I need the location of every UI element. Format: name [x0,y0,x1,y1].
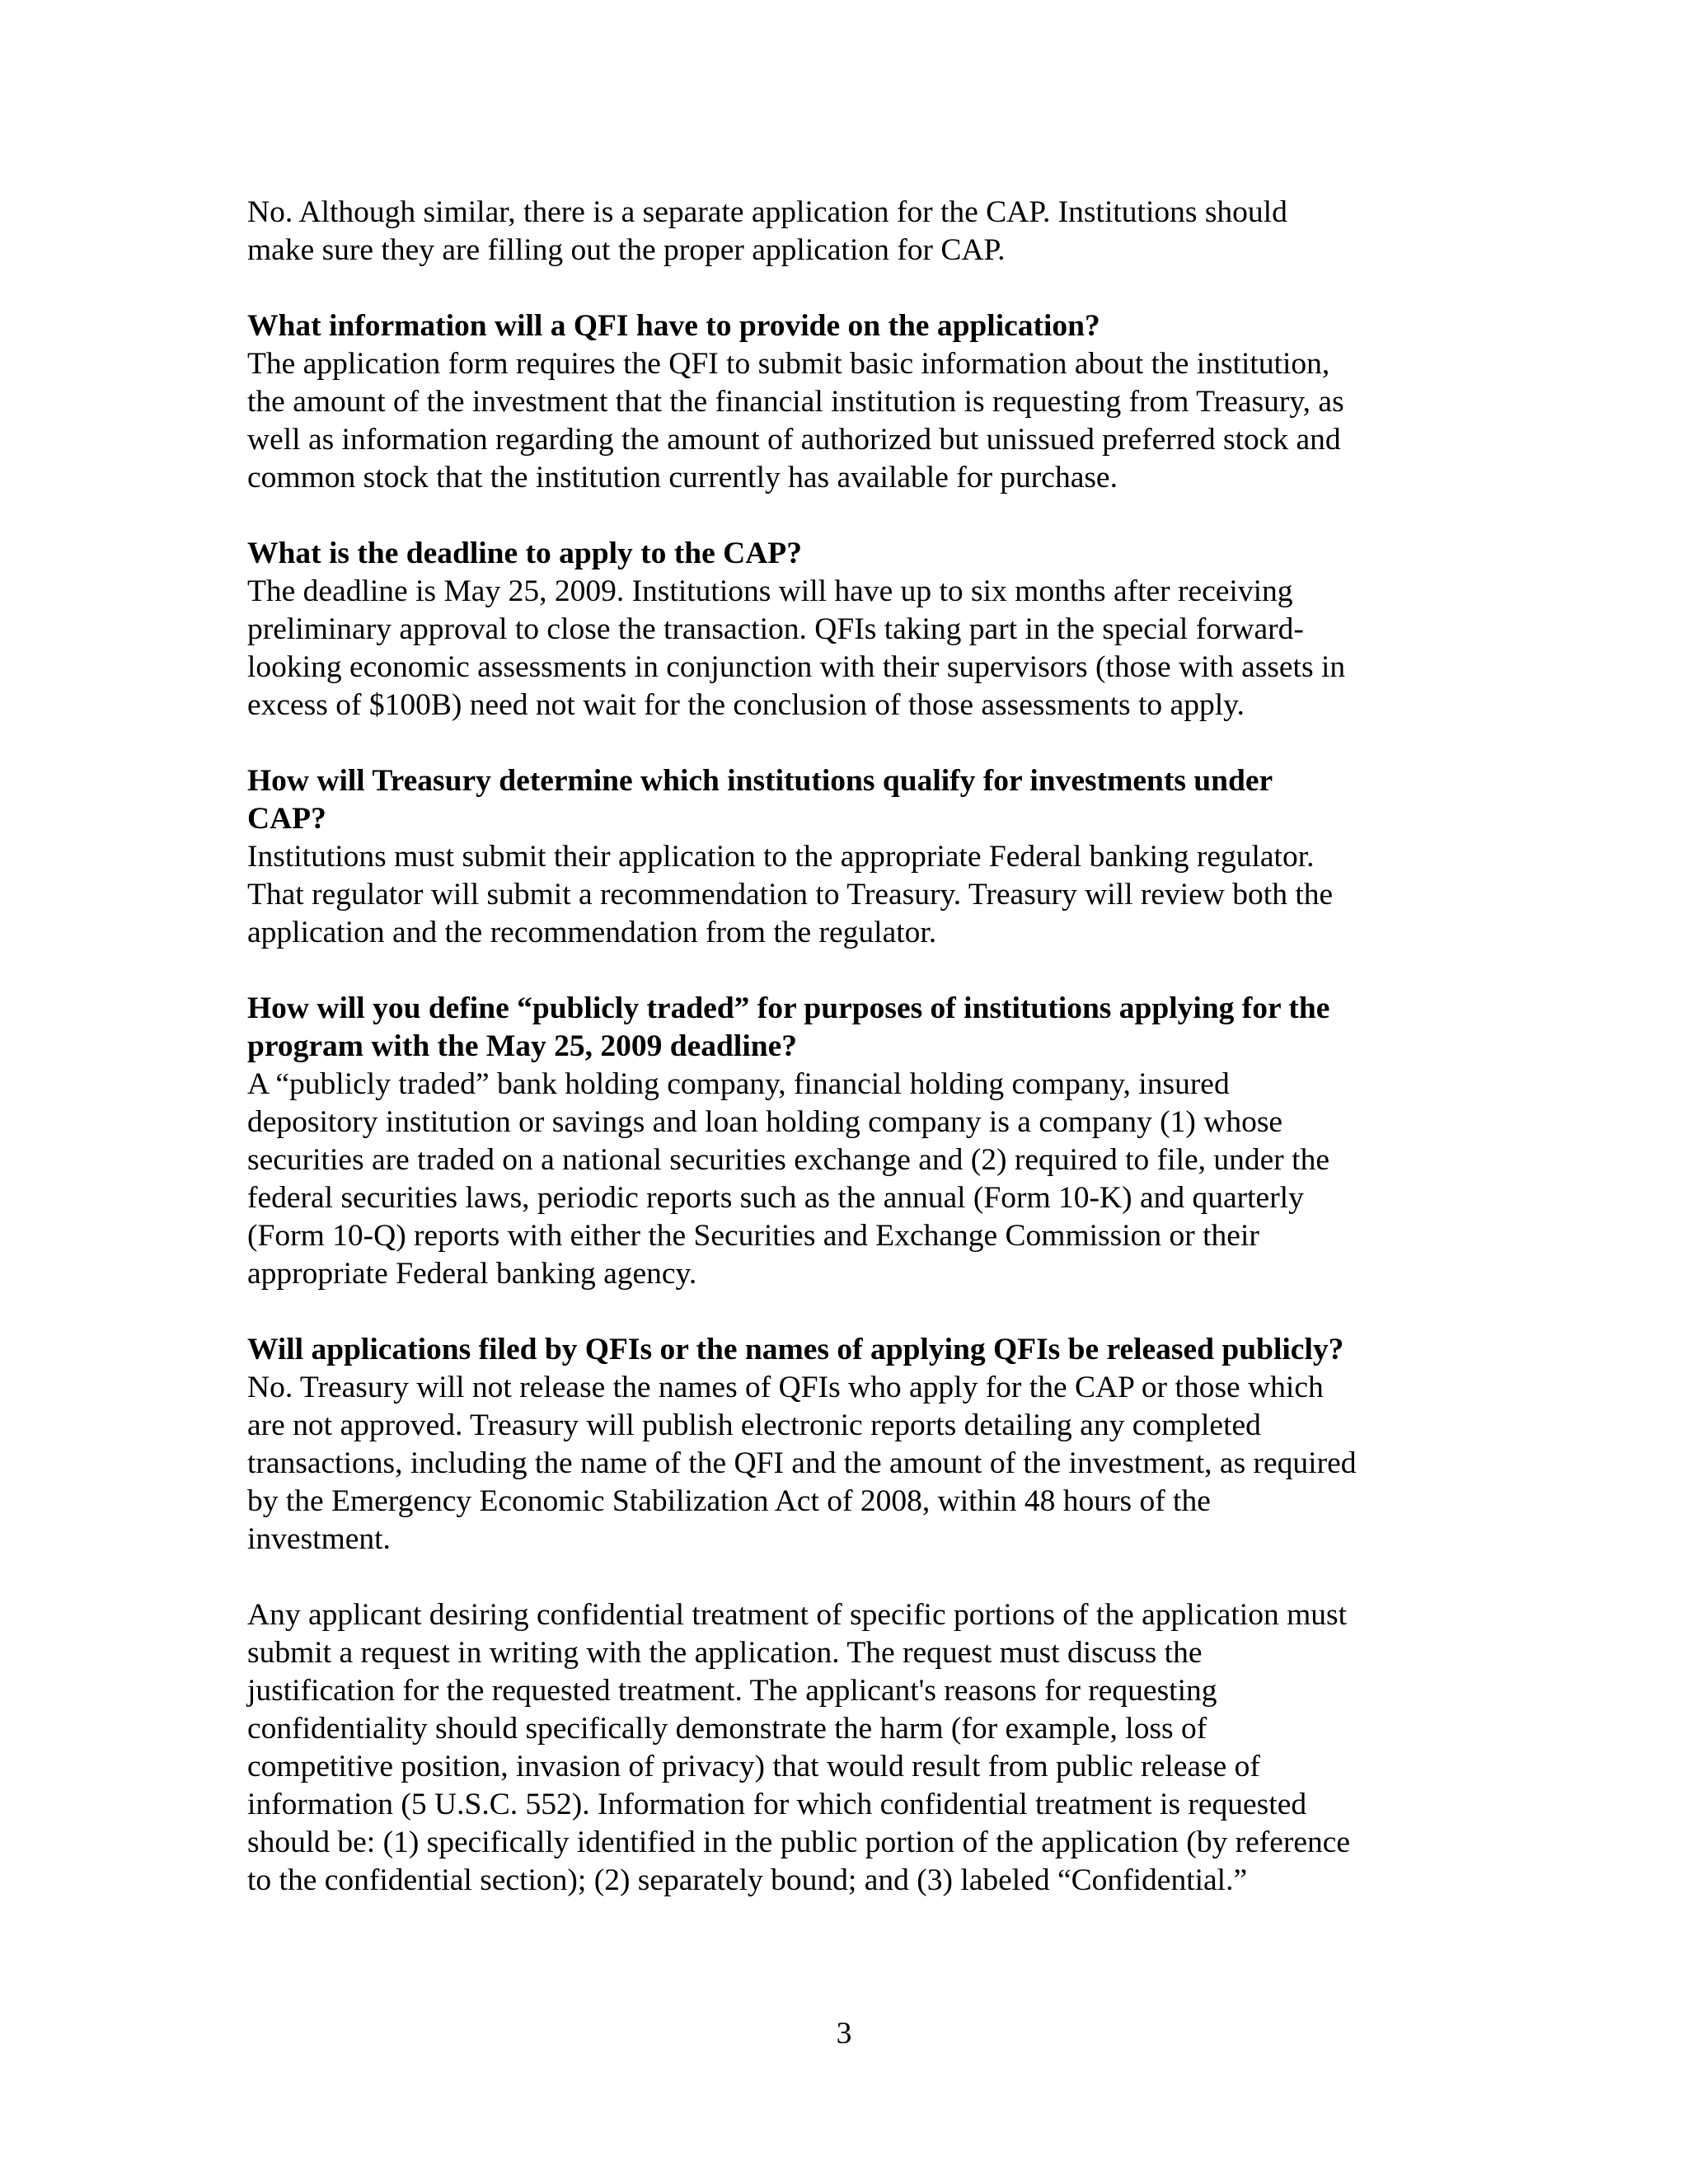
opening-paragraph [247,194,1451,269]
question-heading [247,762,1451,838]
question-line: How will Treasury determine which institutions qualify for investments under [247,764,1273,798]
text-line: competitive position, invasion of privacy) that would result from public release of [247,1750,1260,1783]
text-line: by the Emergency Economic Stabilization Act of 2008, within 48 hours of the [247,1484,1211,1518]
document-body [247,194,1451,1900]
text-line: preliminary approval to close the transaction. QFIs taking part in the special forward- [247,612,1304,646]
text-line: transactions, including the name of the QFI and the amount of the investment, as required [247,1446,1357,1480]
text-line: information (5 U.S.C. 552). Information for which confidential treatment is requested [247,1788,1307,1821]
text-line: the amount of the investment that the financial institution is requesting from Treasury, as [247,385,1344,419]
answer-paragraph [247,345,1451,497]
answer-paragraph [247,573,1451,724]
question-line: What is the deadline to apply to the CAP? [247,537,802,570]
text-line: (Form 10-Q) reports with either the Securities and Exchange Commission or their [247,1219,1259,1253]
text-line: depository institution or savings and loan holding company is a company (1) whose [247,1105,1283,1139]
text-line: appropriate Federal banking agency. [247,1257,697,1291]
text-line: are not approved. Treasury will publish electronic reports detailing any completed [247,1408,1261,1442]
text-line: The deadline is May 25, 2009. Institutions will have up to six months after receiving [247,574,1293,608]
text-line: That regulator will submit a recommendation to Treasury. Treasury will review both the [247,878,1334,912]
question-heading [247,1331,1451,1369]
text-line: A “publicly traded” bank holding company, financial holding company, insured [247,1067,1230,1101]
confidential-treatment-paragraph [247,1596,1451,1900]
question-line: Will applications filed by QFIs or the names of applying QFIs be released publicly? [247,1333,1344,1366]
question-line: CAP? [247,802,326,836]
text-line: The application form requires the QFI to submit basic information about the institution, [247,347,1330,381]
text-line: excess of $100B) need not wait for the conclusion of those assessments to apply. [247,688,1245,722]
question-line: program with the May 25, 2009 deadline? [247,1029,797,1063]
text-line: to the confidential section); (2) separately bound; and (3) labeled “Confidential.” [247,1863,1248,1897]
answer-paragraph [247,1369,1451,1558]
text-line: justification for the requested treatment. The applicant's reasons for requesting [247,1674,1217,1708]
question-heading [247,990,1451,1066]
question-heading [247,307,1451,345]
question-line: How will you define “publicly traded” for purposes of institutions applying for the [247,991,1330,1025]
text-line: submit a request in writing with the application. The request must discuss the [247,1636,1203,1670]
text-line: Any applicant desiring confidential treatment of specific portions of the application must [247,1598,1347,1632]
text-line: application and the recommendation from the regulator. [247,916,937,949]
page-number: 3 [836,2017,852,2050]
text-line: well as information regarding the amount of authorized but unissued preferred stock and [247,423,1341,457]
question-heading [247,535,1451,573]
text-line: looking economic assessments in conjunction with their supervisors (those with assets in [247,650,1346,684]
text-line: No. Treasury will not release the names of QFIs who apply for the CAP or those which [247,1371,1324,1404]
text-line: Institutions must submit their application to the appropriate Federal banking regulator. [247,840,1315,874]
text-line: make sure they are filling out the proper application for CAP. [247,233,1006,267]
text-line: should be: (1) specifically identified in the public portion of the application (by reference [247,1825,1351,1859]
question-line: What information will a QFI have to provide on the application? [247,309,1100,343]
text-line: securities are traded on a national securities exchange and (2) required to file, under the [247,1143,1329,1177]
text-line: No. Although similar, there is a separate application for the CAP. Institutions should [247,195,1287,229]
text-line: federal securities laws, periodic reports such as the annual (Form 10-K) and quarterly [247,1181,1304,1215]
text-line: common stock that the institution currently has available for purchase. [247,461,1118,494]
text-line: investment. [247,1522,391,1556]
answer-paragraph [247,838,1451,952]
answer-paragraph [247,1066,1451,1293]
text-line: confidentiality should specifically demonstrate the harm (for example, loss of [247,1712,1207,1746]
